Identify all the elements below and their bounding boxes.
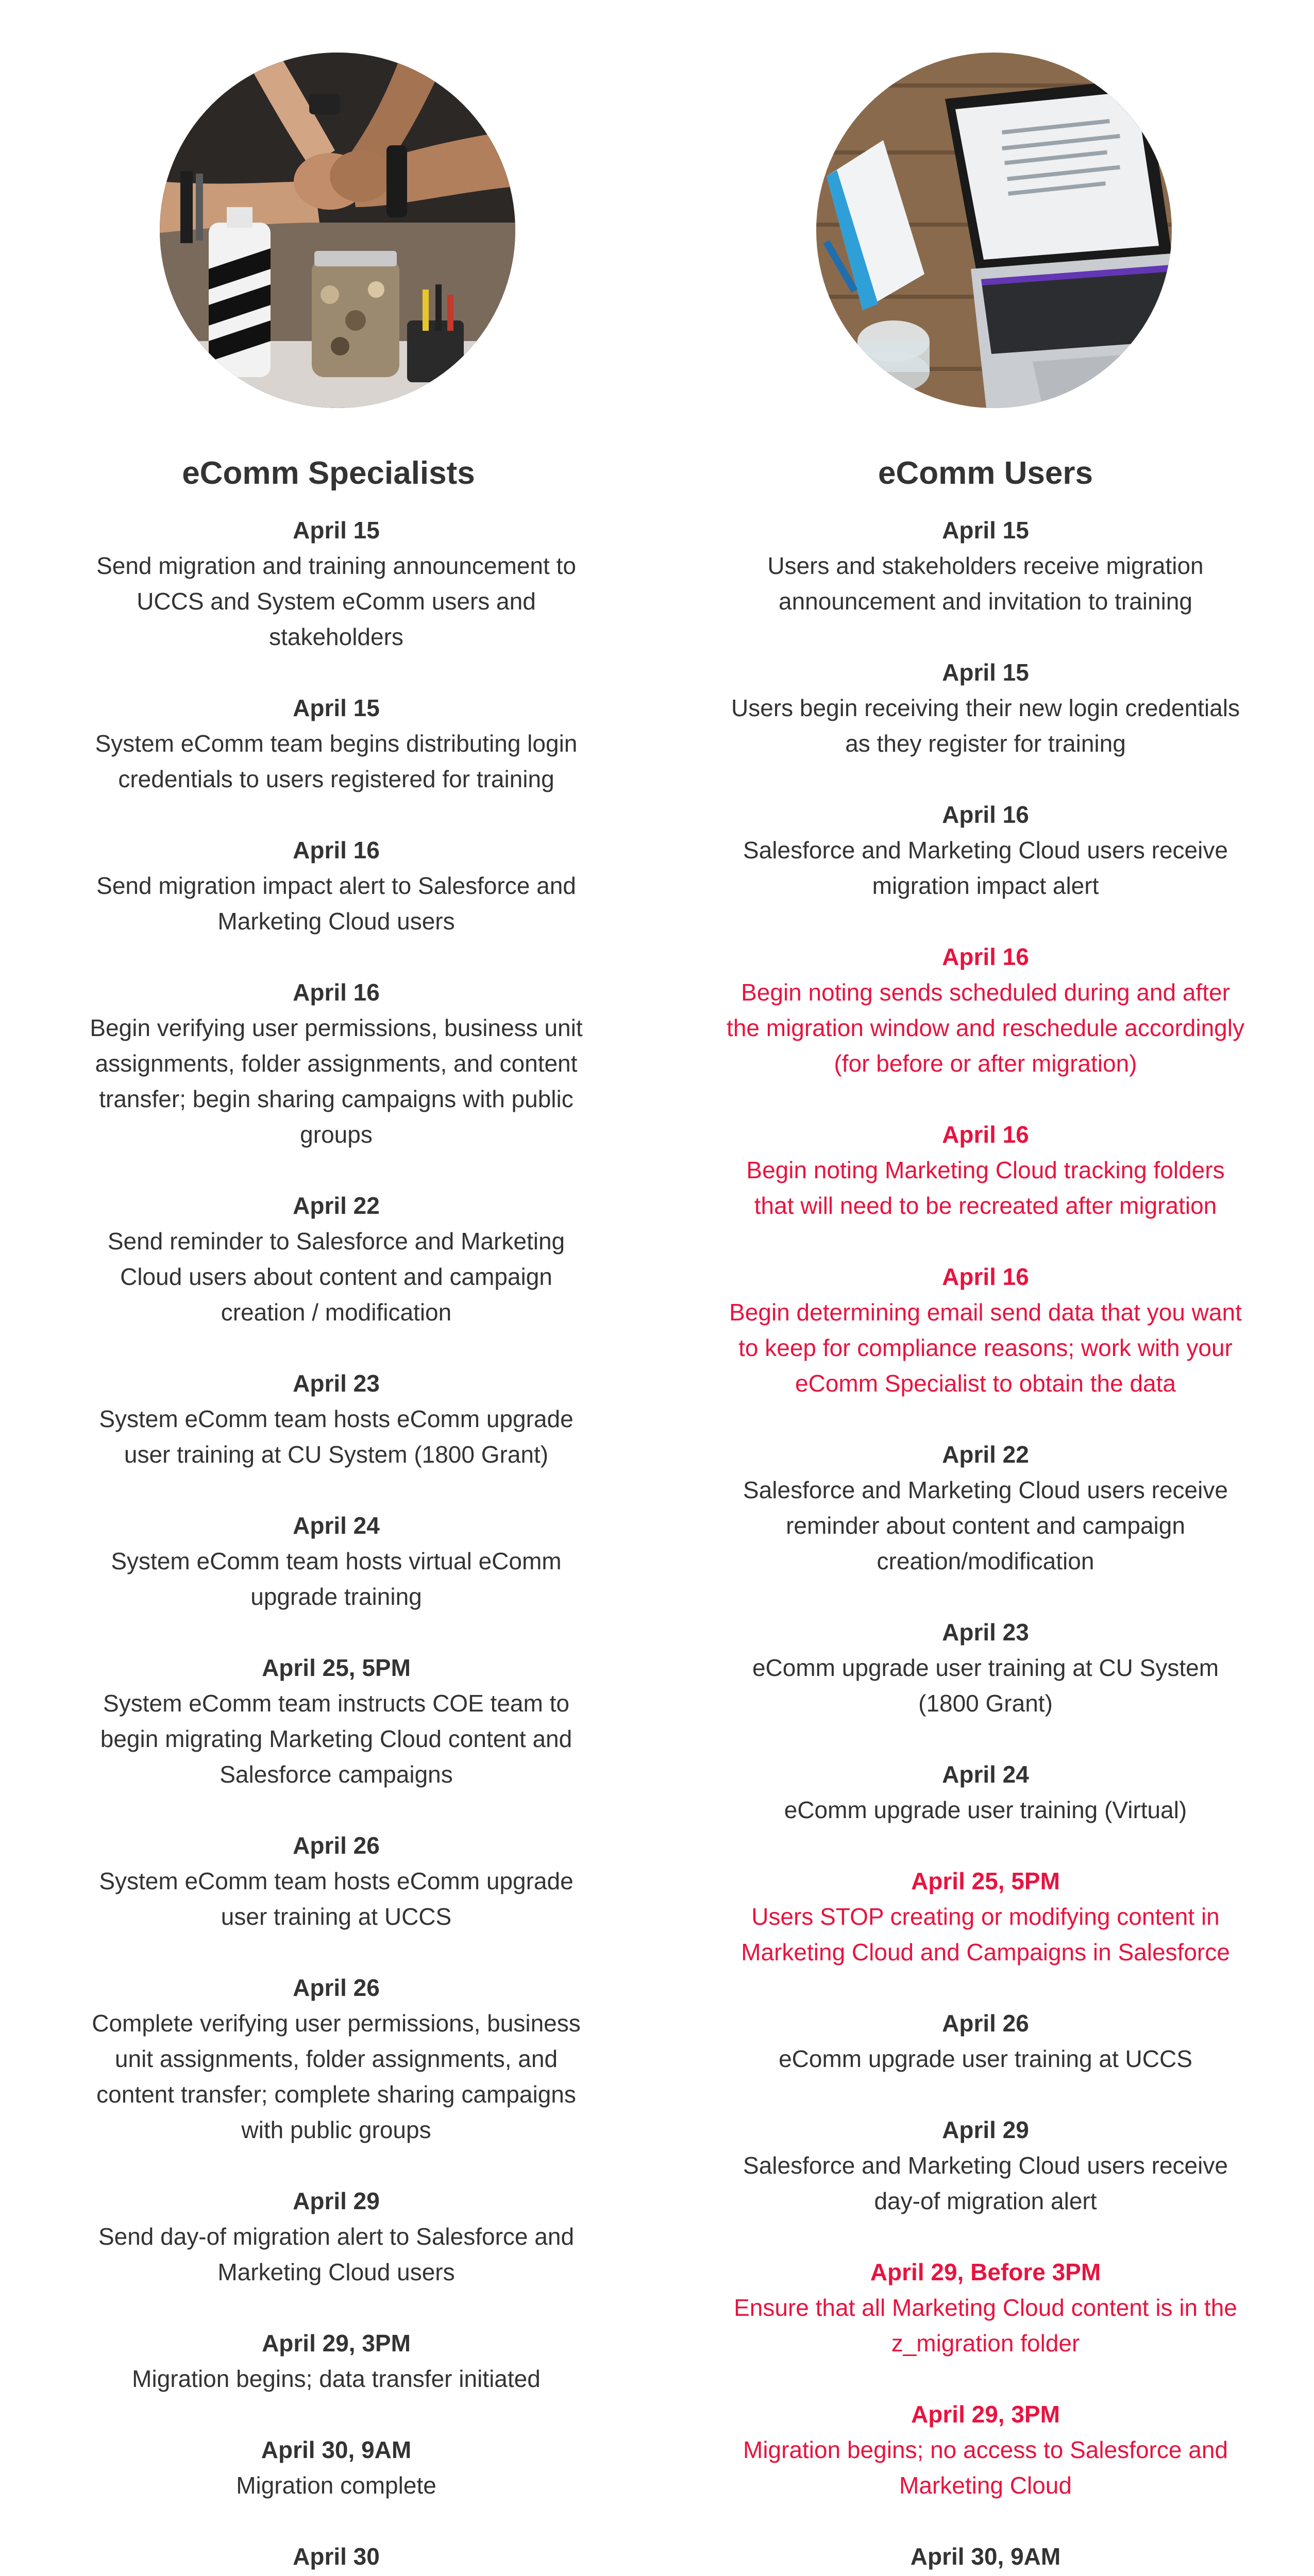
event-description: Migration complete: [236, 2472, 436, 2499]
event-date: April 15: [942, 517, 1029, 544]
event-description: Ensure that all Marketing Cloud content is in the z_migration folder: [734, 2294, 1237, 2357]
timeline-event: [82, 1508, 590, 1615]
event-date: April 16: [942, 943, 1029, 970]
event-description: eComm upgrade user training at CU System (1800 Grant): [752, 1654, 1219, 1717]
timeline-event: [82, 513, 590, 655]
event-description: System eComm team hosts virtual eComm upgrade training: [111, 1548, 562, 1610]
timeline-event: [82, 1828, 590, 1935]
event-date: April 30, 9AM: [261, 2436, 412, 2463]
event-date: April 24: [942, 1761, 1029, 1788]
event-description: Users and stakeholders receive migration announcement and invitation to training: [767, 552, 1204, 615]
event-date: April 16: [293, 979, 380, 1006]
event-description: Migration begins; data transfer initiated: [132, 2365, 541, 2392]
users-heading: eComm Users: [878, 455, 1093, 491]
timeline-event: [82, 2432, 590, 2503]
event-description: System eComm team begins distributing login credentials to users registered for training: [95, 730, 578, 792]
event-date: April 26: [293, 1832, 380, 1859]
timeline-event-alert: [727, 939, 1244, 1081]
timeline-event: [82, 2539, 590, 2576]
timeline-event: [82, 833, 590, 939]
timeline-event: [727, 1757, 1244, 1828]
event-date: April 26: [942, 2010, 1029, 2037]
timeline-event: [727, 1437, 1244, 1579]
event-description: Send migration and training announcement to UCCS and System eComm users and stakeholders: [96, 552, 576, 650]
timeline-event: [727, 2539, 1244, 2576]
timeline-event: [727, 655, 1244, 761]
event-description: System eComm team hosts eComm upgrade user training at CU System (1800 Grant): [99, 1405, 574, 1468]
event-date: April 26: [293, 1974, 380, 2001]
event-description: Begin verifying user permissions, business unit assignments, folder assignments, and content transfer; begin sharing campaigns with public groups: [90, 1014, 583, 1148]
event-description: Complete verifying user permissions, business unit assignments, folder assignments, and content transfer; complete sharing campaigns with public groups: [92, 2010, 581, 2143]
timeline-event: [727, 2112, 1244, 2219]
laptop-desk-photo: [816, 53, 1172, 408]
event-date: April 29, 3PM: [911, 2401, 1060, 2428]
timeline-event-alert: [727, 1259, 1244, 1401]
event-date: April 30: [293, 2543, 380, 2570]
timeline-event: [82, 2326, 590, 2397]
event-description: Salesforce and Marketing Cloud users receive migration impact alert: [743, 837, 1228, 899]
event-date: April 15: [293, 517, 380, 544]
event-description: Begin determining email send data that you want to keep for compliance reasons; work with your eComm Specialist to obtain the data: [729, 1299, 1242, 1397]
event-date: April 16: [293, 837, 380, 863]
event-description: Salesforce and Marketing Cloud users receive day-of migration alert: [743, 2152, 1228, 2214]
event-description: Begin noting sends scheduled during and after the migration window and reschedule accordingly (for before or after migration): [727, 979, 1244, 1077]
event-date: April 23: [293, 1370, 380, 1397]
timeline-event: [82, 1650, 590, 1792]
event-date: April 25, 5PM: [262, 1654, 411, 1681]
event-date: April 22: [293, 1192, 380, 1219]
event-date: April 29: [293, 2188, 380, 2214]
timeline-event: [727, 1615, 1244, 1721]
timeline-event: [727, 797, 1244, 904]
team-fistbump-photo: [160, 53, 515, 408]
event-date: April 16: [942, 1121, 1029, 1148]
event-date: April 25, 5PM: [911, 1868, 1060, 1894]
timeline-event-alert: [727, 2255, 1244, 2361]
event-date: April 29, Before 3PM: [870, 2259, 1101, 2285]
event-description: Begin noting Marketing Cloud tracking folders that will need to be recreated after migration: [746, 1157, 1225, 1219]
timeline-event: [82, 1366, 590, 1472]
event-date: April 15: [293, 694, 380, 721]
event-description: Send reminder to Salesforce and Marketing Cloud users about content and campaign creation / modification: [107, 1228, 565, 1326]
timeline-event: [82, 690, 590, 797]
users-timeline: [727, 513, 1244, 2576]
event-description: Users STOP creating or modifying content in Marketing Cloud and Campaigns in Salesforce: [741, 1903, 1230, 1965]
event-description: System eComm team instructs COE team to begin migrating Marketing Cloud content and Salesforce campaigns: [100, 1690, 572, 1788]
specialists-heading: eComm Specialists: [182, 455, 475, 491]
event-description: eComm upgrade user training at UCCS: [779, 2045, 1192, 2072]
event-description: Send day-of migration alert to Salesforce and Marketing Cloud users: [98, 2223, 575, 2285]
timeline-event: [82, 1970, 590, 2148]
event-description: Salesforce and Marketing Cloud users receive reminder about content and campaign creation/modification: [743, 1477, 1228, 1574]
event-date: April 23: [942, 1619, 1029, 1646]
event-date: April 16: [942, 1263, 1029, 1290]
event-description: Users begin receiving their new login credentials as they register for training: [731, 694, 1240, 757]
event-date: April 15: [942, 659, 1029, 686]
event-date: April 24: [293, 1512, 380, 1539]
timeline-event: [727, 2006, 1244, 2077]
timeline-event-alert: [727, 1863, 1244, 1970]
specialists-timeline: [82, 513, 590, 2576]
event-description: Migration begins; no access to Salesforce and Marketing Cloud: [743, 2436, 1228, 2499]
timeline-event-alert: [727, 1117, 1244, 1224]
timeline-event: [82, 1188, 590, 1330]
timeline-event: [727, 513, 1244, 619]
event-date: April 29: [942, 2116, 1029, 2143]
timeline-event: [82, 2183, 590, 2290]
event-description: eComm upgrade user training (Virtual): [784, 1797, 1187, 1823]
event-date: April 16: [942, 801, 1029, 828]
event-date: April 29, 3PM: [262, 2330, 411, 2357]
event-description: Send migration impact alert to Salesforce and Marketing Cloud users: [96, 872, 576, 935]
timeline-event: [82, 975, 590, 1153]
timeline-event-alert: [727, 2397, 1244, 2503]
event-date: April 22: [942, 1441, 1029, 1468]
event-date: April 30, 9AM: [910, 2543, 1061, 2570]
event-description: System eComm team hosts eComm upgrade user training at UCCS: [99, 1868, 574, 1930]
